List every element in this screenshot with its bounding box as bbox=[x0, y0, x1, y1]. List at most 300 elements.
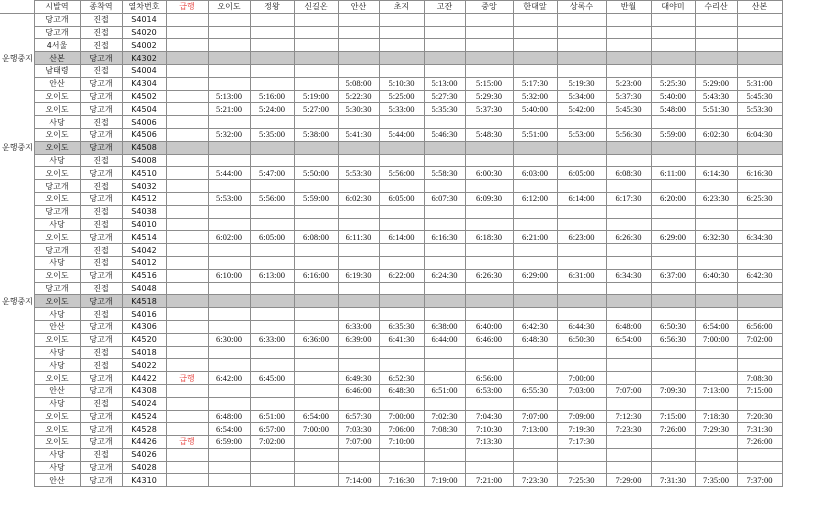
status-cell bbox=[0, 231, 34, 244]
time-cell: 5:59:00 bbox=[294, 192, 338, 205]
table-row bbox=[0, 167, 782, 180]
time-cell: 6:54:00 bbox=[695, 320, 737, 333]
time-cell bbox=[294, 474, 338, 487]
time-cell bbox=[208, 295, 250, 308]
time-cell: 7:09:30 bbox=[651, 384, 695, 397]
table-row bbox=[0, 256, 782, 269]
origin-cell: 당고개 bbox=[34, 26, 80, 39]
train-number-cell: K4310 bbox=[122, 474, 166, 487]
time-cell bbox=[695, 39, 737, 52]
time-cell: 5:22:30 bbox=[338, 90, 379, 103]
time-cell: 5:31:00 bbox=[737, 77, 782, 90]
column-header: 종착역 bbox=[80, 1, 122, 14]
time-cell bbox=[651, 308, 695, 321]
time-cell: 5:56:00 bbox=[379, 167, 424, 180]
time-cell bbox=[250, 384, 294, 397]
express-cell bbox=[166, 333, 208, 346]
timetable-header bbox=[0, 1, 782, 14]
train-number-cell: S4008 bbox=[122, 154, 166, 167]
time-cell bbox=[513, 13, 557, 26]
time-cell bbox=[338, 218, 379, 231]
table-row bbox=[0, 372, 782, 385]
time-cell: 6:33:00 bbox=[338, 320, 379, 333]
time-cell bbox=[651, 448, 695, 461]
time-cell bbox=[424, 256, 465, 269]
time-cell bbox=[606, 295, 651, 308]
time-cell bbox=[379, 256, 424, 269]
time-cell bbox=[338, 461, 379, 474]
time-cell: 6:31:00 bbox=[557, 269, 606, 282]
time-cell bbox=[695, 461, 737, 474]
time-cell bbox=[695, 282, 737, 295]
origin-cell: 사당 bbox=[34, 346, 80, 359]
time-cell bbox=[379, 141, 424, 154]
time-cell: 7:03:00 bbox=[557, 384, 606, 397]
time-cell bbox=[338, 13, 379, 26]
express-cell bbox=[166, 231, 208, 244]
time-cell bbox=[737, 141, 782, 154]
time-cell: 6:14:00 bbox=[557, 192, 606, 205]
time-cell: 7:00:00 bbox=[379, 410, 424, 423]
time-cell: 6:30:00 bbox=[208, 333, 250, 346]
train-number-cell: S4018 bbox=[122, 346, 166, 359]
time-cell bbox=[606, 282, 651, 295]
time-cell bbox=[557, 448, 606, 461]
destination-cell: 당고개 bbox=[80, 269, 122, 282]
time-cell bbox=[513, 26, 557, 39]
time-cell bbox=[606, 308, 651, 321]
destination-cell: 당고개 bbox=[80, 52, 122, 65]
time-cell: 5:43:30 bbox=[695, 90, 737, 103]
time-cell bbox=[695, 180, 737, 193]
table-row bbox=[0, 141, 782, 154]
express-cell: 급행 bbox=[166, 372, 208, 385]
origin-cell: 오이도 bbox=[34, 141, 80, 154]
status-cell bbox=[0, 359, 34, 372]
time-cell bbox=[465, 26, 513, 39]
time-cell bbox=[208, 39, 250, 52]
train-number-cell: K4510 bbox=[122, 167, 166, 180]
table-row bbox=[0, 474, 782, 487]
time-cell: 7:29:00 bbox=[606, 474, 651, 487]
time-cell: 5:17:30 bbox=[513, 77, 557, 90]
time-cell bbox=[557, 64, 606, 77]
time-cell: 5:27:00 bbox=[294, 103, 338, 116]
time-cell bbox=[250, 359, 294, 372]
time-cell: 6:42:30 bbox=[737, 269, 782, 282]
express-cell bbox=[166, 320, 208, 333]
column-header: 급행 bbox=[166, 1, 208, 14]
time-cell: 7:31:30 bbox=[651, 474, 695, 487]
time-cell bbox=[294, 77, 338, 90]
time-cell bbox=[557, 218, 606, 231]
time-cell: 5:56:00 bbox=[250, 192, 294, 205]
time-cell bbox=[294, 436, 338, 449]
time-cell bbox=[651, 397, 695, 410]
time-cell bbox=[338, 256, 379, 269]
column-header: 초지 bbox=[379, 1, 424, 14]
train-number-cell: K4504 bbox=[122, 103, 166, 116]
origin-cell: 오이도 bbox=[34, 410, 80, 423]
time-cell bbox=[465, 295, 513, 308]
time-cell bbox=[250, 39, 294, 52]
time-cell: 6:35:30 bbox=[379, 320, 424, 333]
time-cell bbox=[513, 52, 557, 65]
time-cell bbox=[208, 205, 250, 218]
status-cell: 운행중지 bbox=[2, 53, 33, 63]
destination-cell: 진접 bbox=[80, 116, 122, 129]
time-cell bbox=[465, 13, 513, 26]
time-cell bbox=[294, 320, 338, 333]
time-cell: 7:07:00 bbox=[606, 384, 651, 397]
time-cell bbox=[695, 436, 737, 449]
time-cell bbox=[379, 461, 424, 474]
destination-cell: 진접 bbox=[80, 13, 122, 26]
time-cell bbox=[651, 116, 695, 129]
time-cell bbox=[513, 308, 557, 321]
express-cell bbox=[166, 346, 208, 359]
express-cell bbox=[166, 128, 208, 141]
time-cell: 5:32:00 bbox=[208, 128, 250, 141]
time-cell bbox=[208, 180, 250, 193]
time-cell bbox=[250, 116, 294, 129]
time-cell bbox=[651, 295, 695, 308]
time-cell: 6:57:30 bbox=[338, 410, 379, 423]
destination-cell: 진접 bbox=[80, 397, 122, 410]
time-cell: 7:13:00 bbox=[695, 384, 737, 397]
time-cell: 5:37:30 bbox=[465, 103, 513, 116]
time-cell: 5:53:30 bbox=[737, 103, 782, 116]
time-cell: 5:46:30 bbox=[424, 128, 465, 141]
time-cell bbox=[695, 244, 737, 257]
train-number-cell: K4422 bbox=[122, 372, 166, 385]
time-cell bbox=[379, 295, 424, 308]
table-row bbox=[0, 26, 782, 39]
column-header: 시발역 bbox=[34, 1, 80, 14]
time-cell bbox=[379, 205, 424, 218]
time-cell bbox=[250, 474, 294, 487]
time-cell bbox=[557, 13, 606, 26]
status-cell bbox=[0, 192, 34, 205]
table-row bbox=[0, 359, 782, 372]
time-cell bbox=[737, 359, 782, 372]
time-cell bbox=[651, 64, 695, 77]
time-cell bbox=[651, 26, 695, 39]
status-cell bbox=[0, 39, 34, 52]
time-cell: 6:23:00 bbox=[557, 231, 606, 244]
table-row bbox=[0, 116, 782, 129]
time-cell bbox=[379, 308, 424, 321]
time-cell: 6:39:00 bbox=[338, 333, 379, 346]
time-cell: 6:20:00 bbox=[651, 192, 695, 205]
time-cell bbox=[737, 180, 782, 193]
time-cell bbox=[424, 436, 465, 449]
origin-cell: 오이도 bbox=[34, 103, 80, 116]
time-cell: 6:48:30 bbox=[379, 384, 424, 397]
table-row bbox=[0, 308, 782, 321]
column-header: 안산 bbox=[338, 1, 379, 14]
time-cell: 6:54:00 bbox=[208, 423, 250, 436]
time-cell bbox=[695, 154, 737, 167]
time-cell bbox=[695, 359, 737, 372]
time-cell bbox=[250, 218, 294, 231]
destination-cell: 당고개 bbox=[80, 103, 122, 116]
column-header: 대야미 bbox=[651, 1, 695, 14]
time-cell bbox=[208, 346, 250, 359]
train-number-cell: K4528 bbox=[122, 423, 166, 436]
time-cell bbox=[513, 372, 557, 385]
table-row bbox=[0, 333, 782, 346]
time-cell: 5:25:00 bbox=[379, 90, 424, 103]
train-number-cell: S4028 bbox=[122, 461, 166, 474]
time-cell bbox=[606, 154, 651, 167]
train-number-cell: S4024 bbox=[122, 397, 166, 410]
time-cell: 7:17:30 bbox=[557, 436, 606, 449]
time-cell bbox=[557, 256, 606, 269]
time-cell bbox=[737, 308, 782, 321]
time-cell: 7:03:30 bbox=[338, 423, 379, 436]
time-cell bbox=[651, 359, 695, 372]
status-cell bbox=[0, 13, 34, 26]
time-cell: 6:59:00 bbox=[208, 436, 250, 449]
train-number-cell: S4048 bbox=[122, 282, 166, 295]
origin-cell: 오이도 bbox=[34, 333, 80, 346]
time-cell bbox=[424, 180, 465, 193]
status-cell bbox=[0, 26, 34, 39]
time-cell: 6:57:00 bbox=[250, 423, 294, 436]
time-cell: 7:08:30 bbox=[737, 372, 782, 385]
time-cell: 7:02:30 bbox=[424, 410, 465, 423]
time-cell bbox=[294, 346, 338, 359]
time-cell: 7:19:00 bbox=[424, 474, 465, 487]
time-cell bbox=[338, 397, 379, 410]
time-cell bbox=[606, 244, 651, 257]
time-cell bbox=[465, 346, 513, 359]
table-row bbox=[0, 192, 782, 205]
time-cell bbox=[606, 205, 651, 218]
time-cell: 5:53:00 bbox=[208, 192, 250, 205]
time-cell bbox=[606, 256, 651, 269]
train-number-cell: S4038 bbox=[122, 205, 166, 218]
time-cell bbox=[379, 154, 424, 167]
origin-cell: 남태령 bbox=[34, 64, 80, 77]
time-cell bbox=[651, 154, 695, 167]
status-cell bbox=[0, 218, 34, 231]
time-cell bbox=[250, 308, 294, 321]
time-cell: 7:10:00 bbox=[379, 436, 424, 449]
time-cell bbox=[737, 461, 782, 474]
time-cell bbox=[424, 448, 465, 461]
origin-cell: 당고개 bbox=[34, 205, 80, 218]
train-number-cell: K4304 bbox=[122, 77, 166, 90]
time-cell bbox=[424, 308, 465, 321]
time-cell bbox=[424, 244, 465, 257]
express-cell bbox=[166, 244, 208, 257]
time-cell bbox=[379, 397, 424, 410]
time-cell bbox=[465, 461, 513, 474]
time-cell bbox=[424, 64, 465, 77]
time-cell bbox=[557, 397, 606, 410]
time-cell bbox=[208, 64, 250, 77]
origin-cell: 오이도 bbox=[34, 90, 80, 103]
time-cell bbox=[513, 346, 557, 359]
time-cell bbox=[338, 359, 379, 372]
status-cell bbox=[0, 474, 34, 487]
status-cell bbox=[0, 77, 34, 90]
destination-cell: 진접 bbox=[80, 64, 122, 77]
status-cell bbox=[0, 346, 34, 359]
time-cell bbox=[557, 180, 606, 193]
time-cell: 7:26:00 bbox=[651, 423, 695, 436]
origin-cell: 사당 bbox=[34, 397, 80, 410]
table-row bbox=[0, 282, 782, 295]
destination-cell: 진접 bbox=[80, 359, 122, 372]
destination-cell: 당고개 bbox=[80, 461, 122, 474]
time-cell: 5:53:30 bbox=[338, 167, 379, 180]
time-cell: 7:15:00 bbox=[651, 410, 695, 423]
time-cell: 5:21:00 bbox=[208, 103, 250, 116]
time-cell bbox=[606, 64, 651, 77]
train-number-cell: K4506 bbox=[122, 128, 166, 141]
time-cell bbox=[606, 218, 651, 231]
destination-cell: 진접 bbox=[80, 180, 122, 193]
destination-cell: 당고개 bbox=[80, 90, 122, 103]
time-cell bbox=[424, 205, 465, 218]
status-cell bbox=[0, 448, 34, 461]
time-cell: 6:46:00 bbox=[465, 333, 513, 346]
time-cell bbox=[379, 52, 424, 65]
express-cell bbox=[166, 384, 208, 397]
time-cell bbox=[737, 282, 782, 295]
table-row bbox=[0, 52, 782, 65]
time-cell bbox=[208, 448, 250, 461]
time-cell bbox=[606, 397, 651, 410]
time-cell: 5:35:30 bbox=[424, 103, 465, 116]
time-cell bbox=[294, 384, 338, 397]
time-cell bbox=[651, 13, 695, 26]
time-cell bbox=[424, 13, 465, 26]
time-cell bbox=[250, 320, 294, 333]
time-cell: 6:26:30 bbox=[465, 269, 513, 282]
table-row bbox=[0, 39, 782, 52]
time-cell: 7:06:00 bbox=[379, 423, 424, 436]
time-cell bbox=[695, 218, 737, 231]
time-cell: 5:44:00 bbox=[208, 167, 250, 180]
time-cell bbox=[338, 205, 379, 218]
time-cell bbox=[695, 256, 737, 269]
train-number-cell: K4514 bbox=[122, 231, 166, 244]
time-cell: 7:07:00 bbox=[513, 410, 557, 423]
table-row bbox=[0, 154, 782, 167]
time-cell bbox=[250, 282, 294, 295]
status-cell bbox=[0, 64, 34, 77]
time-cell bbox=[513, 141, 557, 154]
header-status bbox=[0, 1, 34, 14]
time-cell: 6:29:00 bbox=[651, 231, 695, 244]
status-cell bbox=[0, 128, 34, 141]
origin-cell: 안산 bbox=[34, 320, 80, 333]
time-cell: 5:48:00 bbox=[651, 103, 695, 116]
express-cell bbox=[166, 218, 208, 231]
time-cell: 6:03:00 bbox=[513, 167, 557, 180]
time-cell: 6:16:30 bbox=[737, 167, 782, 180]
time-cell: 6:05:00 bbox=[250, 231, 294, 244]
time-cell: 6:54:00 bbox=[606, 333, 651, 346]
time-cell: 5:59:00 bbox=[651, 128, 695, 141]
time-cell bbox=[557, 359, 606, 372]
time-cell bbox=[557, 39, 606, 52]
timetable-body bbox=[0, 13, 782, 486]
time-cell bbox=[606, 461, 651, 474]
time-cell: 7:14:00 bbox=[338, 474, 379, 487]
time-cell: 5:51:00 bbox=[513, 128, 557, 141]
status-cell bbox=[0, 256, 34, 269]
table-row bbox=[0, 128, 782, 141]
time-cell: 5:29:30 bbox=[465, 90, 513, 103]
time-cell: 6:14:00 bbox=[379, 231, 424, 244]
time-cell bbox=[651, 141, 695, 154]
origin-cell: 4서울 bbox=[34, 39, 80, 52]
time-cell bbox=[465, 282, 513, 295]
time-cell: 7:29:30 bbox=[695, 423, 737, 436]
time-cell bbox=[208, 218, 250, 231]
column-header: 오이도 bbox=[208, 1, 250, 14]
time-cell bbox=[695, 308, 737, 321]
train-number-cell: K4426 bbox=[122, 436, 166, 449]
destination-cell: 당고개 bbox=[80, 295, 122, 308]
time-cell bbox=[208, 116, 250, 129]
time-cell bbox=[250, 77, 294, 90]
time-cell: 6:56:00 bbox=[465, 372, 513, 385]
time-cell bbox=[208, 52, 250, 65]
time-cell bbox=[338, 448, 379, 461]
time-cell: 5:13:00 bbox=[424, 77, 465, 90]
time-cell: 6:56:30 bbox=[651, 333, 695, 346]
origin-cell: 오이도 bbox=[34, 295, 80, 308]
time-cell bbox=[606, 448, 651, 461]
status-cell bbox=[0, 154, 34, 167]
express-cell bbox=[166, 77, 208, 90]
time-cell: 7:12:30 bbox=[606, 410, 651, 423]
time-cell: 6:14:30 bbox=[695, 167, 737, 180]
time-cell bbox=[465, 397, 513, 410]
time-cell bbox=[338, 39, 379, 52]
destination-cell: 진접 bbox=[80, 308, 122, 321]
time-cell: 6:50:30 bbox=[651, 320, 695, 333]
express-cell bbox=[166, 141, 208, 154]
express-cell bbox=[166, 397, 208, 410]
time-cell: 7:26:00 bbox=[737, 436, 782, 449]
table-row bbox=[0, 410, 782, 423]
time-cell bbox=[557, 282, 606, 295]
time-cell bbox=[606, 359, 651, 372]
train-number-cell: S4006 bbox=[122, 116, 166, 129]
time-cell bbox=[557, 346, 606, 359]
time-cell bbox=[695, 116, 737, 129]
origin-cell: 사당 bbox=[34, 461, 80, 474]
time-cell: 6:49:30 bbox=[338, 372, 379, 385]
time-cell bbox=[424, 346, 465, 359]
time-cell: 7:02:00 bbox=[250, 436, 294, 449]
time-cell bbox=[294, 13, 338, 26]
time-cell bbox=[294, 461, 338, 474]
time-cell: 6:29:00 bbox=[513, 269, 557, 282]
time-cell bbox=[737, 397, 782, 410]
train-number-cell: K4516 bbox=[122, 269, 166, 282]
time-cell bbox=[737, 26, 782, 39]
time-cell: 6:21:00 bbox=[513, 231, 557, 244]
time-cell bbox=[250, 141, 294, 154]
